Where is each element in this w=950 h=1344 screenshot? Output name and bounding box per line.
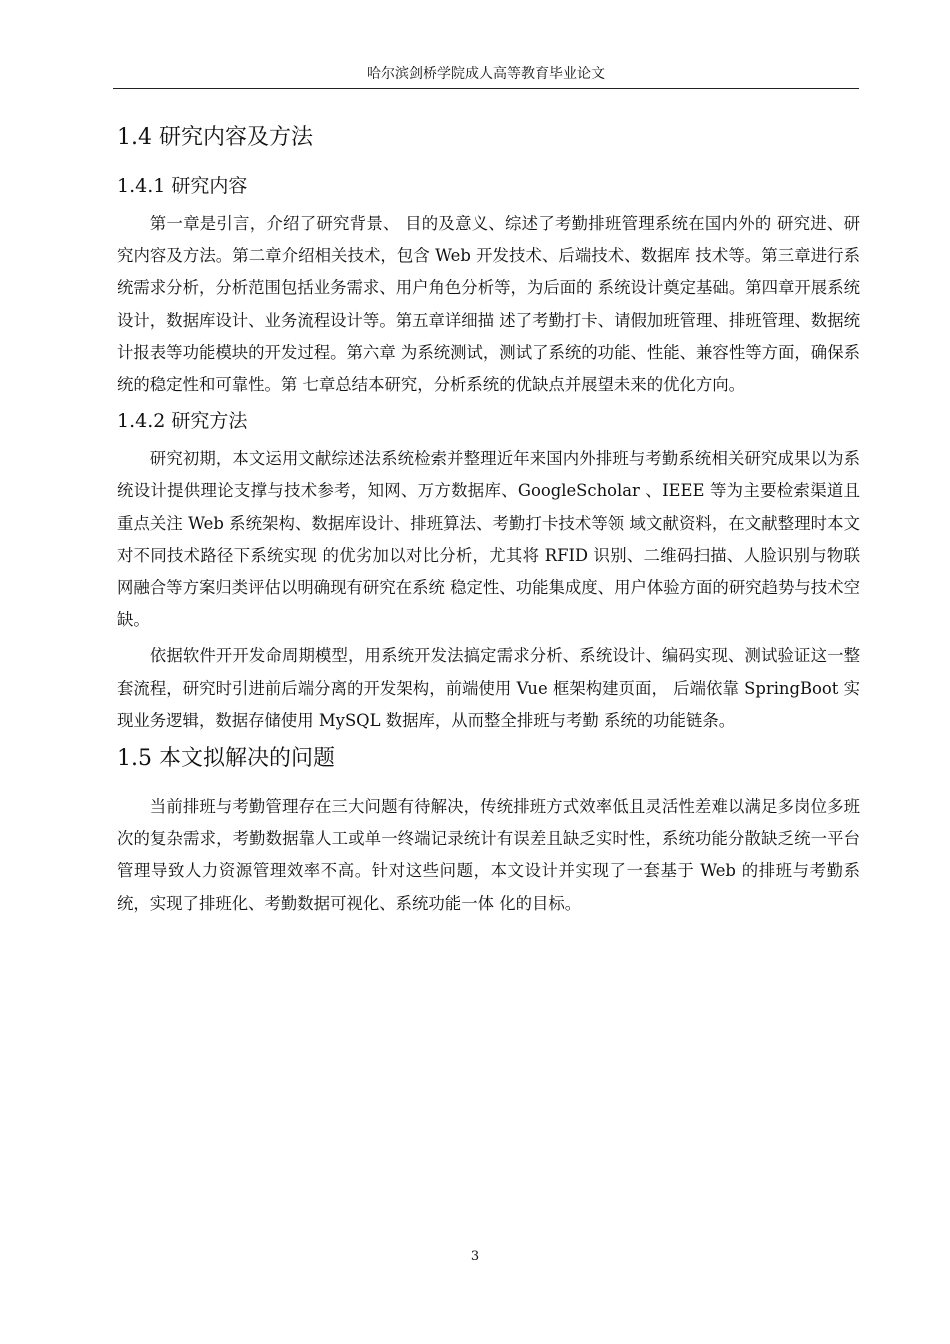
- paragraph-research-method-2: 依据软件开开发命周期模型，用系统开发法搞定需求分析、系统设计、编码实现、测试验证这一整套流程，研究时引进前后端分离的开发架构，前端使用 Vue 框架构建页面， 后端依靠 SpringBoot 实现业务逻辑，数据存储使用 MySQL 数据库，从而整全排班与考勤 系统的功能链条。: [117, 646, 860, 730]
- section-heading-1-5: 1.5 本文拟解决的问题: [117, 746, 335, 772]
- section-heading-1-4-1: 1.4.1 研究内容: [117, 175, 248, 197]
- paragraph-research-content: 第一章是引言，介绍了研究背景、 目的及意义、综述了考勤排班管理系统在国内外的 研究进、研究内容及方法。第二章介绍相关技术，包含 Web 开发技术、后端技术、数据库 技术等。第三章进行系统需求分析，分析范围包括业务需求、用户角色分析等，为后面的 系统设计奠定基础。第四章开展系统设计，数据库设计、业务流程设计等。第五章详细描 述了考勤打卡、请假加班管理、排班管理、数据统计报表等功能模块的开发过程。第六章 为系统测试，测试了系统的功能、性能、兼容性等方面，确保系统的稳定性和可靠性。第 七章总结本研究，分析系统的优缺点并展望未来的优化方向。: [117, 214, 860, 395]
- page-body: [117, 120, 860, 924]
- page-header: [113, 64, 859, 89]
- page-number: 3: [470, 1249, 480, 1264]
- section-heading-1-4: 1.4 研究内容及方法: [117, 125, 313, 150]
- paragraph-problems: 当前排班与考勤管理存在三大问题有待解决，传统排班方式效率低且灵活性差难以满足多岗位多班次的复杂需求，考勤数据靠人工或单一终端记录统计有误差且缺乏实时性，系统功能分散缺乏统一平台管理导致人力资源管理效率不高。针对这些问题，本文设计并实现了一套基于 Web 的排班与考勤系统，实现了排班化、考勤数据可视化、系统功能一体 化的目标。: [117, 797, 860, 913]
- paragraph-research-method-1: 研究初期，本文运用文献综述法系统检索并整理近年来国内外排班与考勤系统相关研究成果以为系统设计提供理论支撑与技术参考，知网、万方数据库、GoogleScholar 、IEEE 等为主要检索渠道且重点关注 Web 系统架构、数据库设计、排班算法、考勤打卡技术等领 域文献资料，在文献整理时本文对不同技术路径下系统实现 的优劣加以对比分析，尤其将 RFID 识别、二维码扫描、人脸识别与物联网融合等方案归类评估以明确现有研究在系统 稳定性、功能集成度、用户体验方面的研究趋势与技术空缺。: [117, 449, 860, 630]
- header-title: 哈尔滨剑桥学院成人高等教育毕业论文: [367, 66, 605, 82]
- section-heading-1-4-2: 1.4.2 研究方法: [117, 410, 248, 433]
